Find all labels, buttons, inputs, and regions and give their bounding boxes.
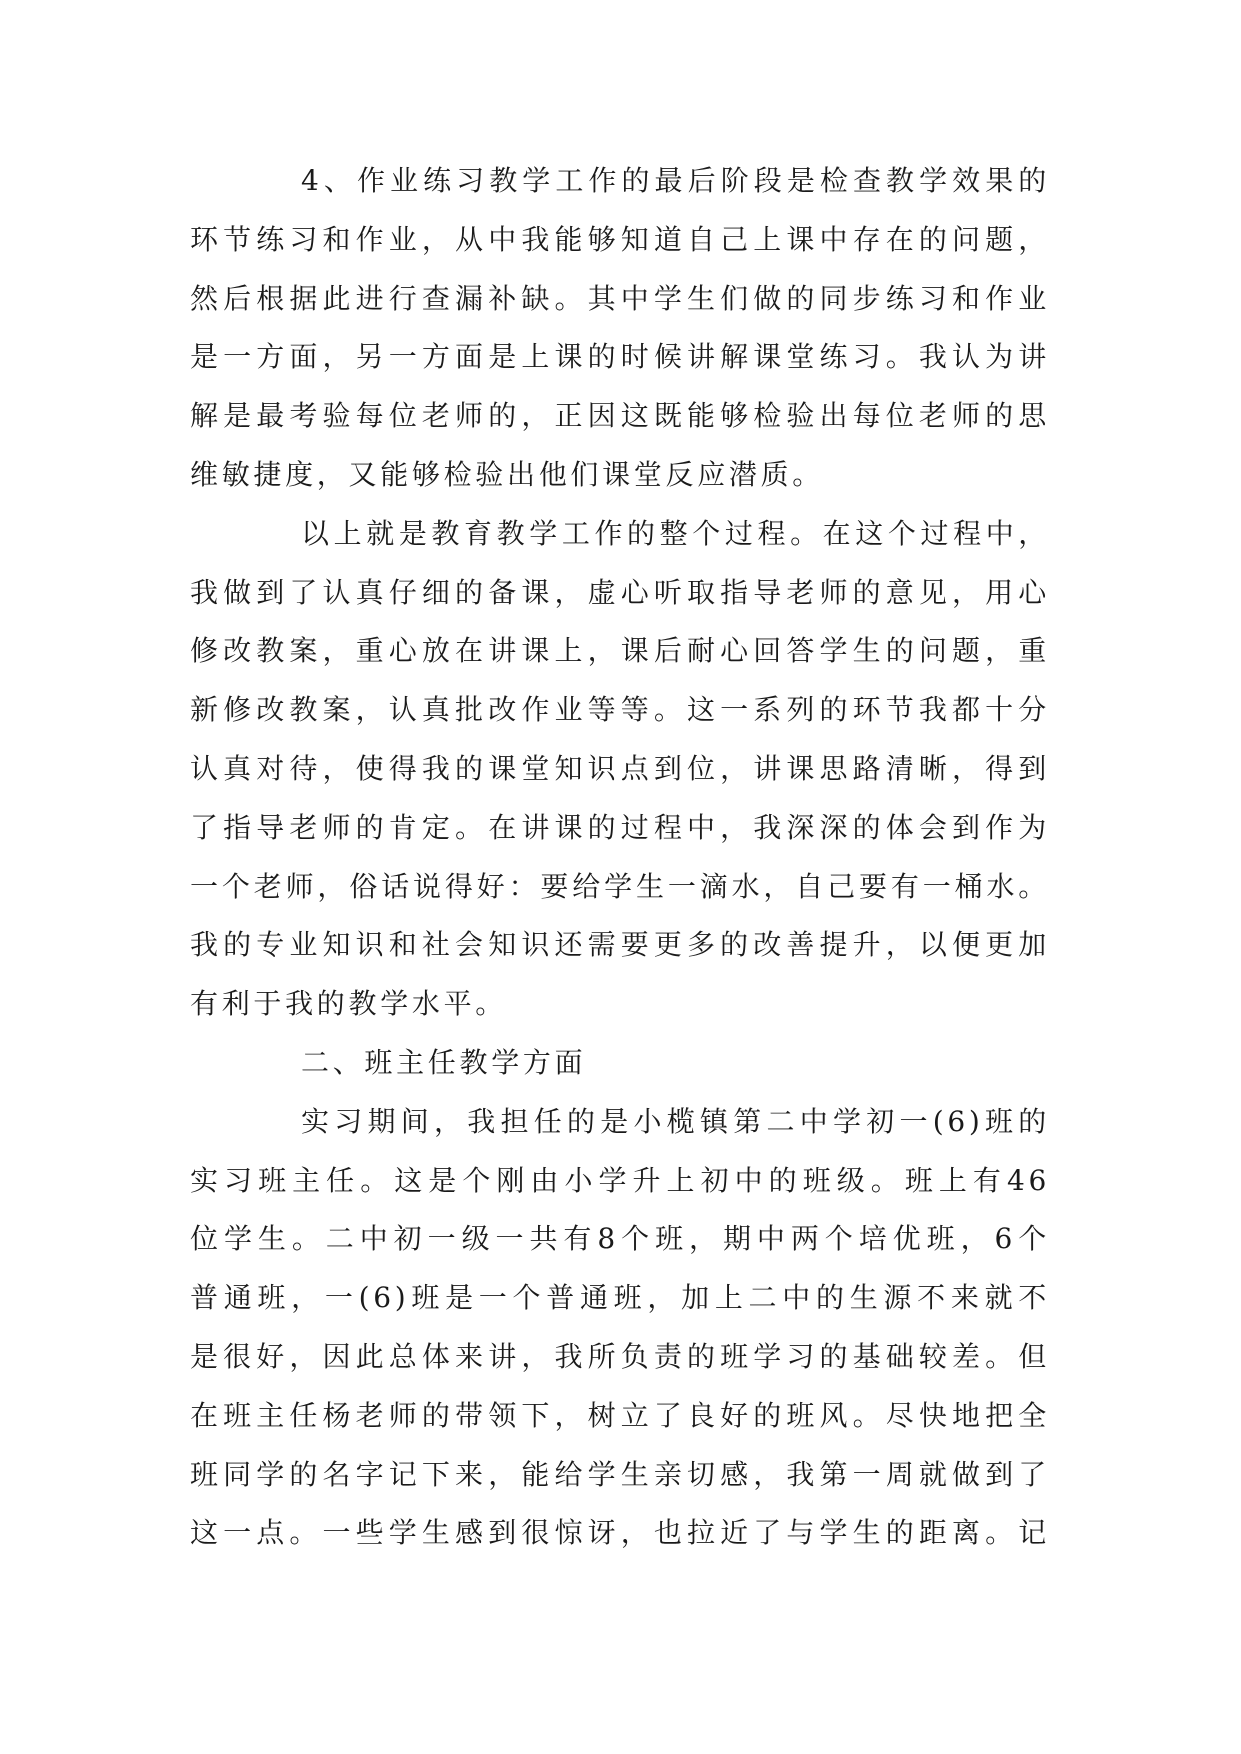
text-line: 有利于我的教学水平。: [190, 987, 508, 1021]
text-line: 维敏捷度，又能够检验出他们课堂反应潜质。: [190, 457, 825, 491]
text-line: 4、作业练习教学工作的最后阶段是检查教学效果的: [301, 164, 1050, 197]
text-line: 我的专业知识和社会知识还需要更多的改善提升，以便更加: [190, 928, 1050, 962]
text-line: 认真对待，使得我的课堂知识点到位，讲课思路清晰，得到: [190, 751, 1050, 785]
text-line: 班同学的名字记下来，能给学生亲切感，我第一周就做到了: [190, 1457, 1050, 1491]
text-line: 实习期间，我担任的是小榄镇第二中学初一(6)班的: [301, 1104, 1050, 1138]
text-line: 实习班主任。这是个刚由小学升上初中的班级。班上有46: [190, 1163, 1050, 1197]
section-heading-class-teacher: [190, 1034, 1050, 1093]
text-line: 位学生。二中初一级一共有8个班，期中两个培优班，6个: [190, 1222, 1050, 1256]
text-line: 解是最考验每位老师的，正因这既能够检验出每位老师的思: [190, 399, 1050, 433]
paragraph-teaching-summary: [190, 505, 1050, 1034]
text-line: 一个老师，俗话说得好：要给学生一滴水，自己要有一桶水。: [190, 869, 1050, 903]
text-line: 是很好，因此总体来讲，我所负责的班学习的基础较差。但: [190, 1339, 1050, 1373]
text-line: 以上就是教育教学工作的整个过程。在这个过程中，: [301, 516, 1050, 550]
text-line: 是一方面，另一方面是上课的时候讲解课堂练习。我认为讲: [190, 340, 1050, 374]
text-line: 环节练习和作业，从中我能够知道自己上课中存在的问题，: [190, 222, 1050, 256]
text-line: 了指导老师的肯定。在讲课的过程中，我深深的体会到作为: [190, 810, 1050, 844]
text-line: 修改教案，重心放在讲课上，课后耐心回答学生的问题，重: [190, 634, 1050, 668]
text-line: 普通班，一(6)班是一个普通班，加上二中的生源不来就不: [190, 1281, 1050, 1315]
paragraph-class-teacher-internship: [190, 1093, 1050, 1563]
text-line: 我做到了认真仔细的备课，虚心听取指导老师的意见，用心: [190, 575, 1050, 609]
text-line: 然后根据此进行查漏补缺。其中学生们做的同步练习和作业: [190, 281, 1050, 315]
document-page: [190, 152, 1050, 1563]
text-line: 二、班主任教学方面: [301, 1045, 587, 1079]
paragraph-homework-practice: [190, 152, 1050, 505]
text-line: 在班主任杨老师的带领下，树立了良好的班风。尽快地把全: [190, 1398, 1050, 1432]
text-line: 这一点。一些学生感到很惊讶，也拉近了与学生的距离。记: [190, 1516, 1050, 1550]
text-line: 新修改教案，认真批改作业等等。这一系列的环节我都十分: [190, 693, 1050, 727]
